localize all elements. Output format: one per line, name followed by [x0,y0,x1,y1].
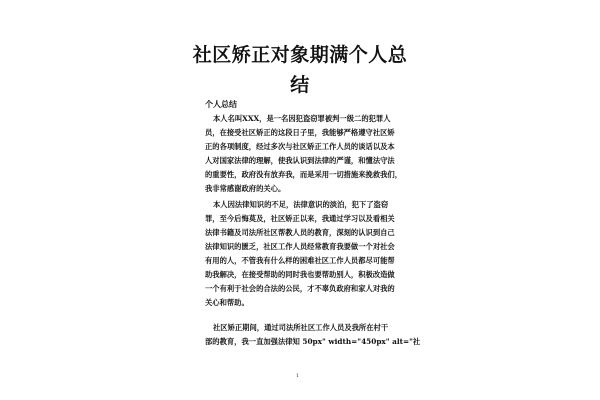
body-line: 法律知识的匮乏，社区工作人员经常教育我要做一个对社会 [205,242,395,251]
body-line: 助我解决，在接受帮助的同时我也要帮助别人，积极改造做 [205,270,395,279]
body-line: 员，在接受社区矫正的这段日子里，我能够严格遵守社区矫 [205,128,395,137]
body-line: 法律书籍及司法所社区帮教人员的教育，深刻的认识到自己 [205,228,395,237]
body-line: 部的教育，我一直加强法律知 50px" width="450px" alt="社 [205,337,421,346]
body-line: 关心和帮助。 [205,298,249,307]
body-line: 本人名叫XXX，是一名因犯盗窃罪被判一级二的犯罪人 [213,114,391,123]
body-line: 罪，至今后悔莫及，社区矫正以来，我通过学习以及看相关 [205,214,395,223]
body-line: 社区矫正期间，通过司法所社区工作人员及我所在村干 [213,323,389,332]
page-number: 1 [296,373,300,379]
body-line: 人对国家法律的理解，使我认识到法律的严谨，和懂法守法 [205,156,395,165]
body-line: 正的各项制度，经过多次与社区矫正工作人员的谈话以及本 [205,142,395,151]
body-line: 的重要性，政府没有放弃我，而是采用一切措施来挽救我们， [205,170,403,179]
body-line: 有用的人，不管我有什么样的困难社区工作人员都尽可能帮 [205,256,395,265]
document-title-line-2: 结 [290,74,310,96]
document-title-line-1: 社区矫正对象期满个人总 [192,44,408,66]
body-line: 本人因法律知识的不足，法律意识的淡泊，犯下了盗窃 [213,200,389,209]
section-heading: 个人总结 [205,99,237,109]
body-line: 一个有利于社会的合法的公民，才不辜负政府和家人对我的 [205,284,395,293]
body-line: 我非常感谢政府的关心。 [205,184,286,193]
